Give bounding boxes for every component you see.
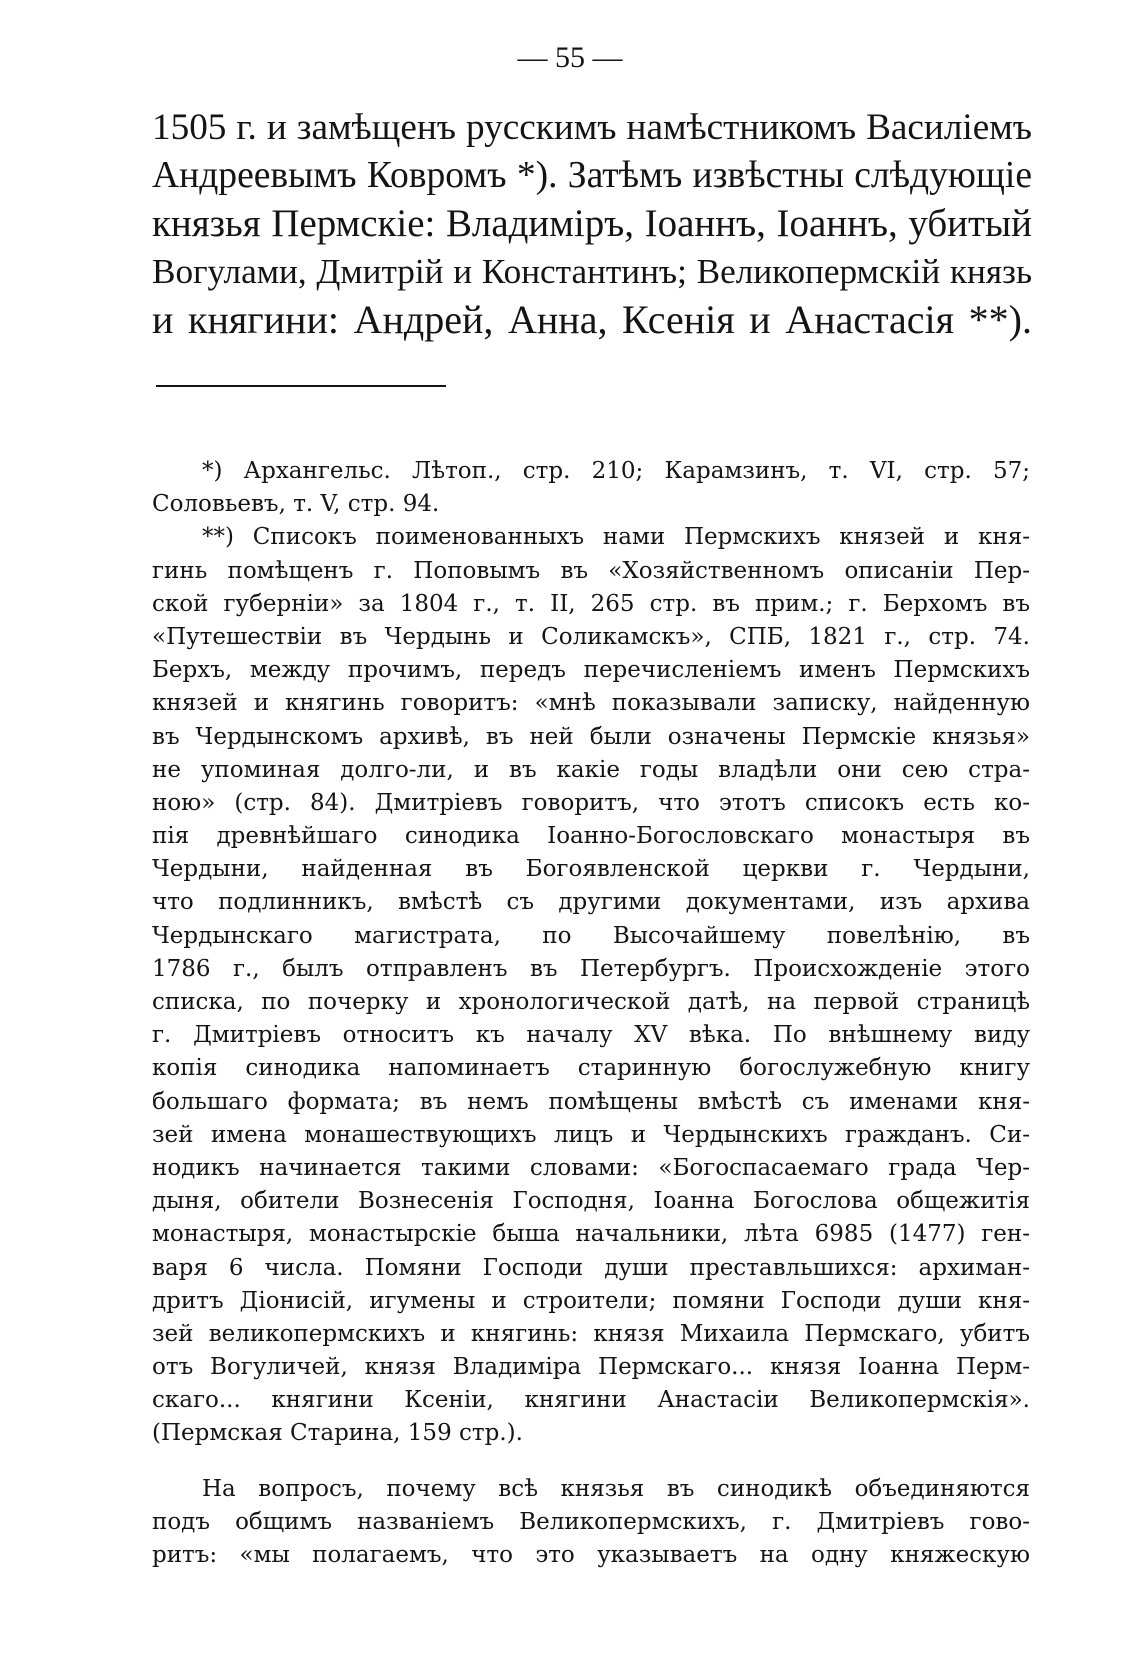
main-text [152,104,1032,344]
page-number: — 55 — [517,41,623,74]
text-line: Андреевымъ Ковромъ *). Затѣмъ извѣстны слѣдующіе [152,155,1032,196]
footnote-line: г. Дмитріевъ относитъ къ началу XV вѣка. По внѣшнему виду [152,1022,1030,1049]
footnote-line: подъ общимъ названіемъ Великопермскихъ, г. Дмитріевъ гово- [152,1508,1030,1535]
footnote-line: въ Чердынскомъ архивѣ, въ ней были означены Пермскіе князья» [152,723,1030,750]
footnote-line: дыня, обители Вознесенія Господня, Іоанна Богослова общежитія [152,1188,1030,1215]
footnote-line: ритъ: «мы полагаемъ, что это указываетъ на одну княжескую [152,1542,1030,1568]
footnote-separator [156,385,446,387]
footnote-line: Чердыни, найденная въ Богоявленской церкви г. Чердыни, [152,856,1030,883]
footnotes [152,455,1030,1572]
footnote-line: что подлинникъ, вмѣстѣ съ другими документами, изъ архива [152,889,1030,916]
text-line: 1505 г. и замѣщенъ русскимъ намѣстникомъ Василіемъ [152,107,1032,148]
text-line: и княгини: Андрей, Анна, Ксенія и Анастасія **). [152,297,1032,342]
footnote-line: **) Списокъ поименованныхъ нами Пермскихъ князей и кня- [202,524,1030,551]
footnote-line: нодикъ начинается такими словами: «Богоспасаемаго града Чер- [152,1154,1030,1181]
footnote-line: отъ Вогуличей, князя Владиміра Пермскаго... князя Іоанна Перм- [152,1354,1030,1381]
footnote-2 [152,521,1030,1450]
footnote-paragraph [152,1473,1030,1573]
footnote-line: списка, по почерку и хронологической датѣ, на первой страницѣ [152,989,1030,1015]
footnote-line: Берхъ, между прочимъ, передъ перечисленіемъ именъ Пермскихъ [152,657,1030,684]
footnote-line: На вопросъ, почему всѣ князья въ синодикѣ объединяются [202,1475,1030,1502]
footnote-line: *) Архангельс. Лѣтоп., стр. 210; Карамзинъ, т. VI, стр. 57; [202,458,1030,484]
footnote-line: Соловьевъ, т. V, стр. 94. [152,491,440,518]
text-line: Вогулами, Дмитрій и Константинъ; Великопермскій князь [152,252,1032,291]
footnote-line: гинь помѣщенъ г. Поповымъ въ «Хозяйственномъ описаніи Пер- [152,557,1030,584]
footnote-line: «Путешествіи въ Чердынь и Соликамскъ», СПБ, 1821 г., стр. 74. [152,623,1030,650]
footnote-line: зей имена монашествующихъ лицъ и Чердынскихъ гражданъ. Си- [152,1121,1030,1148]
footnote-line: большаго формата; въ немъ помѣщены вмѣстѣ съ именами кня- [152,1088,1030,1115]
footnote-1 [152,455,1030,521]
footnote-line: не упоминая долго-ли, и въ какіе годы владѣли они сею стра- [152,756,1030,783]
footnote-line: монастыря, монастырскіе быша начальники, лѣта 6985 (1477) ген- [152,1221,1030,1248]
footnote-line: (Пермская Старина, 159 стр.). [152,1420,523,1447]
text-line: князья Пермскіе: Владиміръ, Іоаннъ, Іоаннъ, убитый [152,202,1032,245]
footnote-line: ской губерніи» за 1804 г., т. II, 265 стр. въ прим.; г. Берхомъ въ [152,590,1030,617]
footnote-line: 1786 г., былъ отправленъ въ Петербургъ. Происхожденіе этого [152,955,1030,982]
footnote-line: князей и княгинь говоритъ: «мнѣ показывали записку, найденную [152,690,1030,717]
footnote-line: ною» (стр. 84). Дмитріевъ говоритъ, что этотъ списокъ есть ко- [152,789,1030,816]
footnote-line: дритъ Діонисій, игумены и строители; помяни Господи души кня- [152,1287,1030,1314]
footnote-line: варя 6 числа. Помяни Господи души преставльшихся: архиман- [152,1254,1030,1281]
footnote-line: зей великопермскихъ и княгинь: князя Михаила Пермскаго, убитъ [152,1320,1030,1347]
footnote-line: копія синодика напоминаетъ старинную богослужебную книгу [152,1055,1030,1082]
footnote-line: Чердынскаго магистрата, по Высочайшему повелѣнію, въ [152,922,1030,949]
footnote-line: пія древнѣйшаго синодика Іоанно-Богословскаго монастыря въ [152,823,1030,850]
footnote-line: скаго... княгини Ксеніи, княгини Анастасіи Великопермскія». [152,1387,1030,1414]
paragraph-gap [152,1451,1030,1473]
